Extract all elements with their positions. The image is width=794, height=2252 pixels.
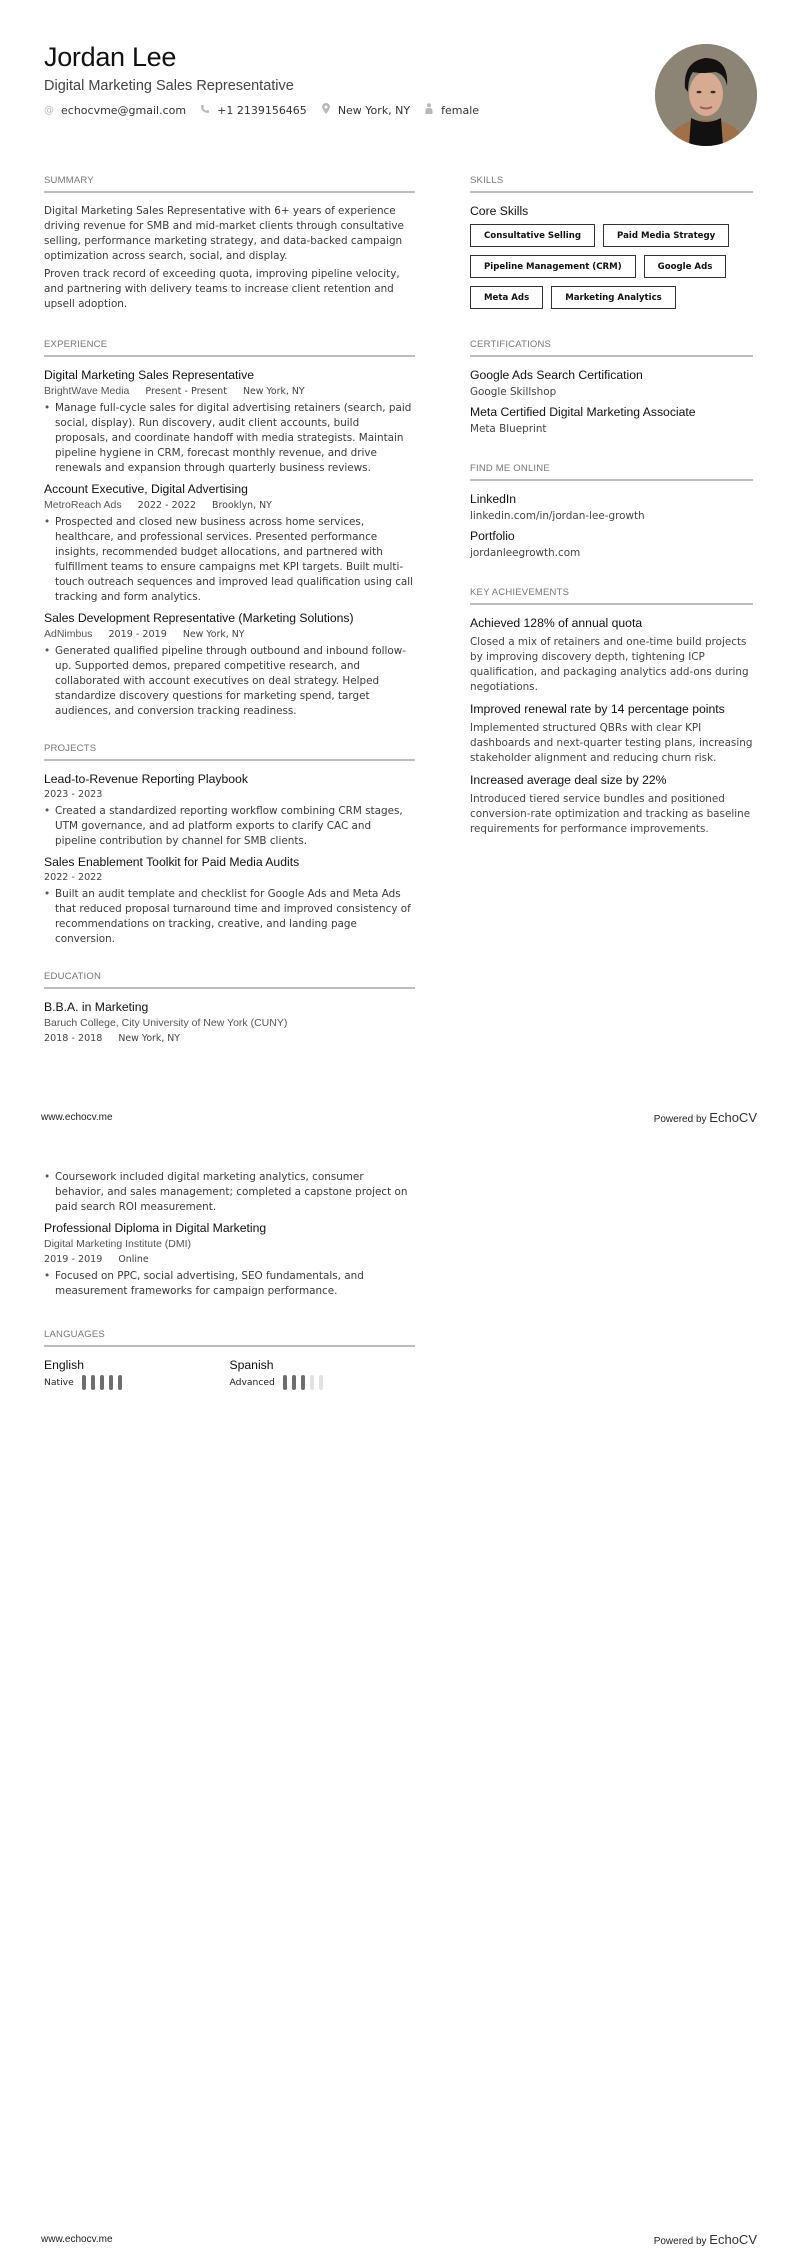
link-label-portfolio: Portfolio <box>470 529 515 543</box>
project-name: Lead-to-Revenue Reporting Playbook <box>44 772 248 786</box>
page-footer <box>0 1110 794 1130</box>
footer-site-link[interactable]: www.echocv.me <box>41 1112 113 1123</box>
skills-group-title: Core Skills <box>470 204 529 218</box>
contact-phone[interactable] <box>200 104 307 117</box>
contact-bar <box>44 103 493 117</box>
contact-gender <box>424 103 479 117</box>
contact-email[interactable] <box>44 104 186 117</box>
bullet-icon: • <box>44 1270 51 1282</box>
link-linkedin[interactable]: linkedin.com/in/jordan-lee-growth <box>470 510 645 522</box>
bullet-icon: • <box>44 805 51 817</box>
phone-text: +1 2139156465 <box>217 103 307 117</box>
education-heading: EDUCATION <box>44 971 415 989</box>
education-item <box>44 1221 415 1299</box>
language-name: English <box>44 1358 84 1372</box>
candidate-title: Digital Marketing Sales Representative <box>44 78 294 94</box>
job-dates: 2022 - 2022 <box>137 500 197 511</box>
key-achievements-heading: KEY ACHIEVEMENTS <box>470 587 753 605</box>
skill-chip: Pipeline Management (CRM) <box>470 255 636 278</box>
person-icon <box>424 103 434 117</box>
job-dates: Present - Present <box>145 386 227 397</box>
school: Baruch College, City University of New York (CUNY) <box>44 1017 288 1029</box>
job-title: Account Executive, Digital Advertising <box>44 482 248 496</box>
education-bullet: • Focused on PPC, social advertising, SEO fundamentals, and measurement frameworks for campaign performance. <box>44 1270 364 1297</box>
job-location: New York, NY <box>242 386 305 397</box>
experience-heading: EXPERIENCE <box>44 339 415 357</box>
phone-icon <box>200 104 210 117</box>
degree: B.B.A. in Marketing <box>44 1000 149 1014</box>
experience-item <box>44 482 415 605</box>
skill-chips <box>470 224 753 317</box>
footer-brand[interactable]: EchoCV <box>709 2232 757 2247</box>
certification-name: Google Ads Search Certification <box>470 368 643 382</box>
candidate-name: Jordan Lee <box>44 42 177 72</box>
languages-section <box>44 1329 415 1390</box>
job-title: Sales Development Representative (Marketing Solutions) <box>44 611 354 625</box>
project-bullet: • Built an audit template and checklist for Google Ads and Meta Ads that reduced proposal turnaround time and improved consistency of recommendations on tracking, creative, and landing page conversion. <box>44 888 411 945</box>
find-me-online-section <box>470 463 753 559</box>
page-footer <box>0 2232 794 2252</box>
footer-powered-by: Powered by EchoCV <box>653 1110 757 1125</box>
experience-item <box>44 368 415 476</box>
projects-section <box>44 743 415 947</box>
skill-chip: Meta Ads <box>470 286 543 309</box>
find-me-online-heading: FIND ME ONLINE <box>470 463 753 481</box>
gender-text: female <box>441 103 480 117</box>
experience-section <box>44 339 415 719</box>
skills-section <box>470 175 753 317</box>
language-level: Advanced <box>229 1377 275 1388</box>
job-bullet: • Generated qualified pipeline through outbound and inbound follow-up. Supported demos, prepared competitive research, and collaborated with account executives on deal strategy. Helped standardize discovery questions for marketing spend, target audiences, and conversion tracking readiness. <box>44 645 407 717</box>
footer-brand[interactable]: EchoCV <box>709 1110 757 1125</box>
language-level: Native <box>44 1377 74 1388</box>
certification-issuer: Meta Blueprint <box>470 423 547 435</box>
language-item <box>230 1358 416 1390</box>
project-item <box>44 772 415 849</box>
project-bullet: • Created a standardized reporting workflow combining CRM stages, UTM governance, and ad platform exports to clarify CAC and pipeline contribution by channel for SMB clients. <box>44 805 403 847</box>
education-bullet: • Coursework included digital marketing analytics, consumer behavior, and sales management; completed a capstone project on paid search ROI measurement. <box>44 1171 408 1213</box>
link-label-linkedin: LinkedIn <box>470 492 517 506</box>
project-item <box>44 855 415 947</box>
education-dates: 2018 - 2018 <box>44 1033 103 1044</box>
job-title: Digital Marketing Sales Representative <box>44 368 254 382</box>
summary-paragraph-2: Proven track record of exceeding quota, improving pipeline velocity, and partnering with delivery teams to increase client retention and upsell adoption. <box>44 268 400 310</box>
bullet-icon: • <box>44 516 51 528</box>
avatar <box>655 44 757 146</box>
job-location: Brooklyn, NY <box>212 500 272 511</box>
location-pin-icon <box>321 103 331 117</box>
certifications-section <box>470 339 753 435</box>
footer-site-link[interactable]: www.echocv.me <box>41 2234 113 2245</box>
skill-chip: Consultative Selling <box>470 224 595 247</box>
education-item <box>44 1000 415 1044</box>
achievement-text: Closed a mix of retainers and one-time build projects by improving discovery depth, tightening ICP qualification, and packaging analytics add-ons during negotiations. <box>470 636 749 693</box>
education-meta <box>44 1254 415 1265</box>
bullet-icon: • <box>44 645 51 657</box>
bullet-icon: • <box>44 1171 51 1183</box>
company: AdNimbus <box>44 628 93 640</box>
language-item <box>44 1358 230 1390</box>
education-meta <box>44 1033 415 1044</box>
summary-section <box>44 175 415 312</box>
education-location: Online <box>118 1254 149 1265</box>
email-text: echocvme@gmail.com <box>61 103 187 117</box>
company: BrightWave Media <box>44 385 130 397</box>
language-list <box>44 1358 415 1390</box>
contact-location <box>321 103 410 117</box>
project-name: Sales Enablement Toolkit for Paid Media Audits <box>44 855 300 869</box>
project-meta <box>44 789 415 800</box>
projects-heading: PROJECTS <box>44 743 415 761</box>
job-meta <box>44 385 415 397</box>
summary-paragraph-1: Digital Marketing Sales Representative with 6+ years of experience driving revenue for SMB and mid-market clients through consultative selling, performance marketing strategy, and data-backed campaign optimization across search, social, and display. <box>44 205 404 262</box>
degree: Professional Diploma in Digital Marketing <box>44 1221 267 1235</box>
experience-item <box>44 611 415 719</box>
achievement-text: Implemented structured QBRs with clear KPI dashboards and next-quarter testing plans, increasing stakeholder alignment and reducing churn risk. <box>470 722 753 764</box>
certification-issuer: Google Skillshop <box>470 386 557 398</box>
language-name: Spanish <box>229 1358 274 1372</box>
left-column-continued <box>44 1170 415 1390</box>
skill-chip: Google Ads <box>644 255 727 278</box>
left-column <box>44 175 415 1048</box>
location-text: New York, NY <box>337 103 411 117</box>
education-dates: 2019 - 2019 <box>44 1254 103 1265</box>
achievement-title: Increased average deal size by 22% <box>470 773 667 787</box>
languages-heading: LANGUAGES <box>44 1329 415 1347</box>
footer-powered-by: Powered by EchoCV <box>653 2232 757 2247</box>
project-dates: 2022 - 2022 <box>44 872 103 883</box>
resume-page-2 <box>0 1130 794 2246</box>
company: MetroReach Ads <box>44 499 122 511</box>
education-section <box>44 971 415 1044</box>
proficiency-bars <box>82 1375 127 1390</box>
skill-chip: Paid Media Strategy <box>603 224 729 247</box>
project-meta <box>44 872 415 883</box>
skill-chip: Marketing Analytics <box>551 286 676 309</box>
project-dates: 2023 - 2023 <box>44 789 103 800</box>
right-column <box>470 175 753 844</box>
job-bullet: • Prospected and closed new business across home services, healthcare, and professional services. Presented performance insights, recommended budget allocations, and partnered with fulfillment teams to ensure campaigns met KPI targets. Built multi-touch outreach sequences and improved lead qualification using call tracking and form analytics. <box>44 516 414 603</box>
job-meta <box>44 499 415 511</box>
education-location: New York, NY <box>118 1033 181 1044</box>
achievement-title: Improved renewal rate by 14 percentage points <box>470 702 725 716</box>
job-meta <box>44 628 415 640</box>
at-icon: @ <box>44 104 54 116</box>
key-achievements-section <box>470 587 753 837</box>
proficiency-bars <box>283 1375 328 1390</box>
bullet-icon: • <box>44 888 51 900</box>
achievement-text: Introduced tiered service bundles and positioned conversion-rate optimization and tracking as baseline requirements for performance improvements. <box>470 793 751 835</box>
job-bullet: • Manage full-cycle sales for digital advertising retainers (search, paid social, display). Run discovery, audit client accounts, build proposals, and coordinate handoff with media strategists. Maintain pipeline hygiene in CRM, forecast monthly revenue, and drive renewals and expansion through quarterly business reviews. <box>44 402 412 474</box>
job-location: New York, NY <box>182 629 245 640</box>
school: Digital Marketing Institute (DMI) <box>44 1238 192 1250</box>
link-portfolio[interactable]: jordanleegrowth.com <box>470 547 581 559</box>
skills-heading: SKILLS <box>470 175 753 193</box>
bullet-icon: • <box>44 402 51 414</box>
job-dates: 2019 - 2019 <box>108 629 167 640</box>
certification-name: Meta Certified Digital Marketing Associate <box>470 405 696 419</box>
summary-heading: SUMMARY <box>44 175 415 193</box>
certifications-heading: CERTIFICATIONS <box>470 339 753 357</box>
achievement-title: Achieved 128% of annual quota <box>470 616 643 630</box>
